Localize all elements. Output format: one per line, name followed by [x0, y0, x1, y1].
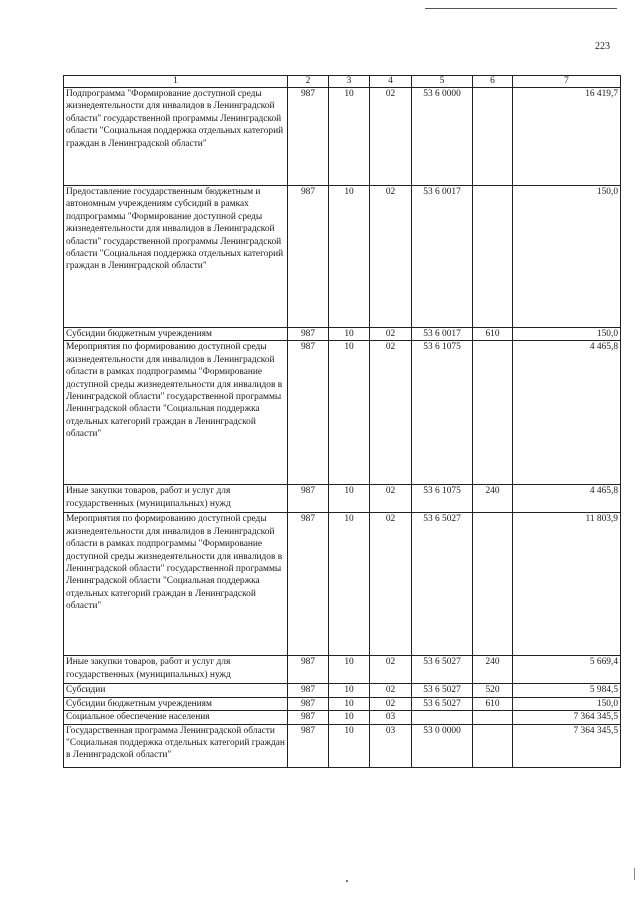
expense-type-cell: [473, 341, 513, 485]
column-header: 2: [288, 76, 329, 88]
subsection-cell: 03: [370, 724, 412, 767]
subsection-cell: 02: [370, 697, 412, 710]
admin-code-cell: 987: [288, 341, 329, 485]
table-row: [64, 88, 621, 186]
row-name-cell: Предоставление государственным бюджетным и автономным учреждениям субсидий в рамках подпрограммы "Формирование доступной среды жизнедеятельности для инвалидов в Ленинградской области" государственной программы Ленинградской области "Социальная поддержка отдельных категорий граждан в Ленинградской области": [64, 186, 288, 328]
section-cell: 10: [329, 724, 370, 767]
expense-type-cell: [473, 513, 513, 656]
expense-type-cell: 610: [473, 328, 513, 341]
amount-cell: 7 364 345,5: [513, 724, 621, 767]
table-row: [64, 711, 621, 724]
expense-type-cell: 240: [473, 656, 513, 684]
amount-cell: 7 364 345,5: [513, 711, 621, 724]
subsection-cell: 02: [370, 88, 412, 186]
section-cell: 10: [329, 697, 370, 710]
subsection-cell: 02: [370, 656, 412, 684]
amount-cell: 5 984,5: [513, 684, 621, 697]
table-row: [64, 724, 621, 767]
row-name-cell: Государственная программа Ленинградской области "Социальная поддержка отдельных категорий граждан в Ленинградской области": [64, 724, 288, 767]
amount-cell: 150,0: [513, 186, 621, 328]
amount-cell: 11 803,9: [513, 513, 621, 656]
admin-code-cell: 987: [288, 88, 329, 186]
subsection-cell: 02: [370, 186, 412, 328]
column-header: 1: [64, 76, 288, 88]
target-article-cell: 53 6 1075: [412, 485, 473, 513]
expense-type-cell: [473, 724, 513, 767]
row-name-cell: Субсидии бюджетным учреждениям: [64, 697, 288, 710]
row-name-cell: Социальное обеспечение населения: [64, 711, 288, 724]
row-name-cell: Иные закупки товаров, работ и услуг для государственных (муниципальных) нужд: [64, 656, 288, 684]
table-row: [64, 697, 621, 710]
amount-cell: 150,0: [513, 328, 621, 341]
amount-cell: 150,0: [513, 697, 621, 710]
row-name-cell: Иные закупки товаров, работ и услуг для государственных (муниципальных) нужд: [64, 485, 288, 513]
target-article-cell: 53 6 0017: [412, 186, 473, 328]
section-cell: 10: [329, 684, 370, 697]
table-row: [64, 656, 621, 684]
table-row: [64, 186, 621, 328]
column-header: 4: [370, 76, 412, 88]
table-row: [64, 684, 621, 697]
column-header: 5: [412, 76, 473, 88]
admin-code-cell: 987: [288, 697, 329, 710]
expense-type-cell: [473, 711, 513, 724]
target-article-cell: 53 6 5027: [412, 656, 473, 684]
expense-type-cell: 610: [473, 697, 513, 710]
target-article-cell: 53 6 1075: [412, 341, 473, 485]
section-cell: 10: [329, 711, 370, 724]
target-article-cell: [412, 711, 473, 724]
table-row: [64, 341, 621, 485]
section-cell: 10: [329, 88, 370, 186]
table-header-row: [64, 76, 621, 88]
admin-code-cell: 987: [288, 711, 329, 724]
subsection-cell: 03: [370, 711, 412, 724]
scan-edge-mark: [634, 868, 635, 880]
row-name-cell: Субсидии: [64, 684, 288, 697]
amount-cell: 4 465,8: [513, 341, 621, 485]
section-cell: 10: [329, 485, 370, 513]
table-row: [64, 513, 621, 656]
subsection-cell: 02: [370, 513, 412, 656]
target-article-cell: 53 6 0000: [412, 88, 473, 186]
amount-cell: 5 669,4: [513, 656, 621, 684]
subsection-cell: 02: [370, 341, 412, 485]
subsection-cell: 02: [370, 684, 412, 697]
column-header: 6: [473, 76, 513, 88]
admin-code-cell: 987: [288, 684, 329, 697]
admin-code-cell: 987: [288, 186, 329, 328]
expense-type-cell: [473, 88, 513, 186]
column-header: 7: [513, 76, 621, 88]
row-name-cell: Мероприятия по формированию доступной среды жизнедеятельности для инвалидов в Ленинградской области в рамках подпрограммы "Формирование доступной среды жизнедеятельности для инвалидов в Ленинградской области" государственной программы Ленинградской области "Социальная поддержка отдельных категорий граждан в Ленинградской области": [64, 341, 288, 485]
expense-type-cell: 240: [473, 485, 513, 513]
top-rule: [425, 8, 617, 9]
target-article-cell: 53 6 5027: [412, 684, 473, 697]
column-header: 3: [329, 76, 370, 88]
section-cell: 10: [329, 341, 370, 485]
target-article-cell: 53 0 0000: [412, 724, 473, 767]
row-name-cell: Подпрограмма "Формирование доступной среды жизнедеятельности для инвалидов в Ленинградской области" государственной программы Ленинградской области "Социальная поддержка отдельных категорий граждан в Ленинградской области": [64, 88, 288, 186]
table-row: [64, 328, 621, 341]
scan-speck: [346, 880, 348, 882]
admin-code-cell: 987: [288, 328, 329, 341]
section-cell: 10: [329, 513, 370, 656]
admin-code-cell: 987: [288, 485, 329, 513]
section-cell: 10: [329, 186, 370, 328]
amount-cell: 4 465,8: [513, 485, 621, 513]
budget-table: [63, 75, 621, 768]
row-name-cell: Субсидии бюджетным учреждениям: [64, 328, 288, 341]
subsection-cell: 02: [370, 328, 412, 341]
section-cell: 10: [329, 656, 370, 684]
row-name-cell: Мероприятия по формированию доступной среды жизнедеятельности для инвалидов в Ленинградской области в рамках подпрограммы "Формирование доступной среды жизнедеятельности для инвалидов в Ленинградской области" государственной программы Ленинградской области "Социальная поддержка отдельных категорий граждан в Ленинградской области": [64, 513, 288, 656]
amount-cell: 16 419,7: [513, 88, 621, 186]
expense-type-cell: [473, 186, 513, 328]
admin-code-cell: 987: [288, 724, 329, 767]
section-cell: 10: [329, 328, 370, 341]
admin-code-cell: 987: [288, 513, 329, 656]
target-article-cell: 53 6 5027: [412, 697, 473, 710]
admin-code-cell: 987: [288, 656, 329, 684]
target-article-cell: 53 6 5027: [412, 513, 473, 656]
subsection-cell: 02: [370, 485, 412, 513]
expense-type-cell: 520: [473, 684, 513, 697]
page-number: 223: [595, 41, 610, 52]
target-article-cell: 53 6 0017: [412, 328, 473, 341]
table-row: [64, 485, 621, 513]
